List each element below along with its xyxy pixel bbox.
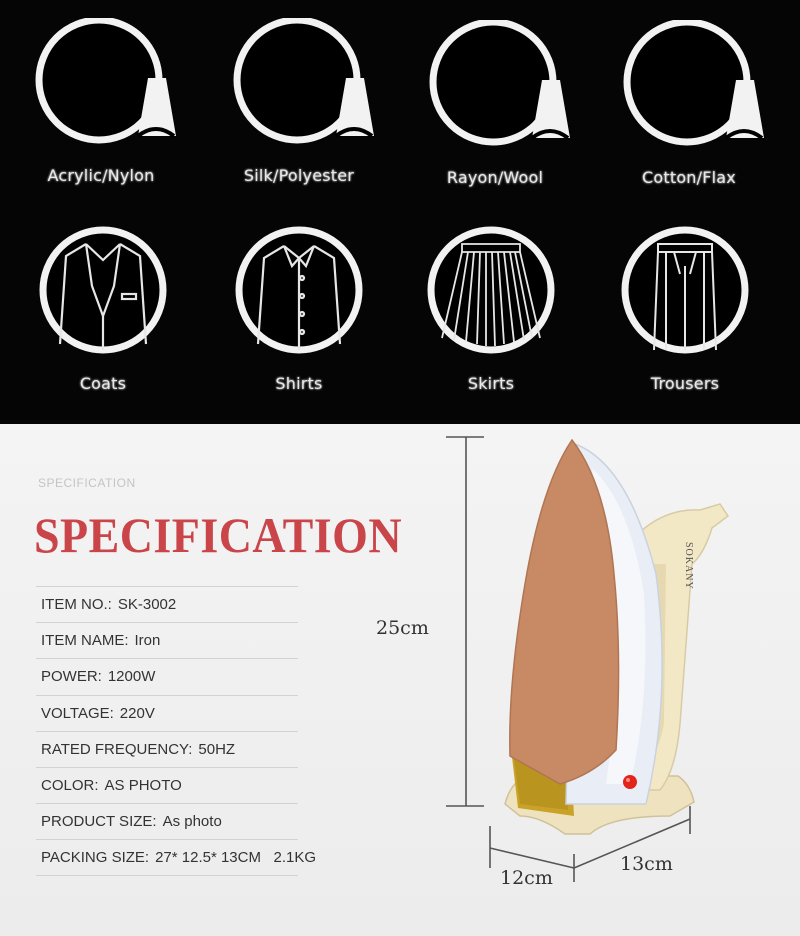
specification-panel [0,424,800,936]
spec-title: SPECIFICATION [34,507,403,563]
iron-dial-icon [614,20,764,150]
garment-label: Coats [79,374,127,393]
skirt-icon [424,226,558,354]
spec-row-voltage [36,695,298,731]
product-illustration [360,424,800,936]
spec-row-power [36,658,298,694]
garment-coats [18,226,188,393]
spec-value: SK-3002 [117,596,177,614]
iron-dial-icon [420,20,570,150]
power-indicator-light [623,775,637,789]
iron-dial-icon [26,18,176,148]
fabric-acrylic-nylon [16,18,186,185]
spec-key: ITEM NO.: [41,596,112,614]
spec-value: 50HZ [198,740,236,758]
spec-row-product-size [36,803,298,839]
width-dimension-label: 12cm [500,867,553,889]
garment-label: Skirts [467,374,515,393]
brand-text: SOKANY [683,542,694,590]
fabric-label: Acrylic/Nylon [47,166,155,185]
depth-dimension-label: 13cm [620,853,673,875]
spec-value: Iron [134,632,161,650]
garment-shirts [214,226,384,393]
spec-eyebrow: SPECIFICATION [38,476,136,490]
garment-label: Shirts [275,374,323,393]
spec-value: 1200W [107,668,156,686]
fabric-label: Rayon/Wool [446,168,544,187]
garment-skirts [406,226,576,393]
height-dimension-label: 25cm [376,617,429,639]
shirt-icon [232,226,366,354]
spec-value: As photo [162,813,222,831]
height-dimension-line [446,437,484,806]
iron-dial-icon [224,18,374,148]
spec-list [36,586,317,876]
spec-row-rated-frequency [36,731,298,767]
spec-value: 27* 12.5* 13CM 2.1KG [155,848,317,866]
spec-row-packing-size [36,839,317,875]
garment-trousers [600,226,770,393]
spec-key: PRODUCT SIZE: [41,813,157,831]
spec-row-item-no [36,586,298,622]
spec-row-color [36,767,298,803]
fabric-cotton-flax [604,20,774,187]
fabric-label: Silk/Polyester [243,166,355,185]
spec-value: AS PHOTO [104,777,182,795]
fabric-silk-polyester [214,18,384,185]
spec-key: ITEM NAME: [41,632,129,650]
spec-key: RATED FREQUENCY: [41,740,193,758]
spec-key: PACKING SIZE: [41,848,150,866]
fabric-guide-panel [0,0,800,424]
fabric-label: Cotton/Flax [642,168,736,187]
coat-icon [36,226,170,354]
spec-row-item-name [36,622,298,658]
spec-key: POWER: [41,668,102,686]
fabric-rayon-wool [410,20,580,187]
trousers-icon [618,226,752,354]
garment-label: Trousers [650,374,720,393]
spec-key: COLOR: [41,777,99,795]
spec-key: VOLTAGE: [41,704,114,722]
iron-product-image [360,424,800,936]
spec-value: 220V [119,704,155,722]
